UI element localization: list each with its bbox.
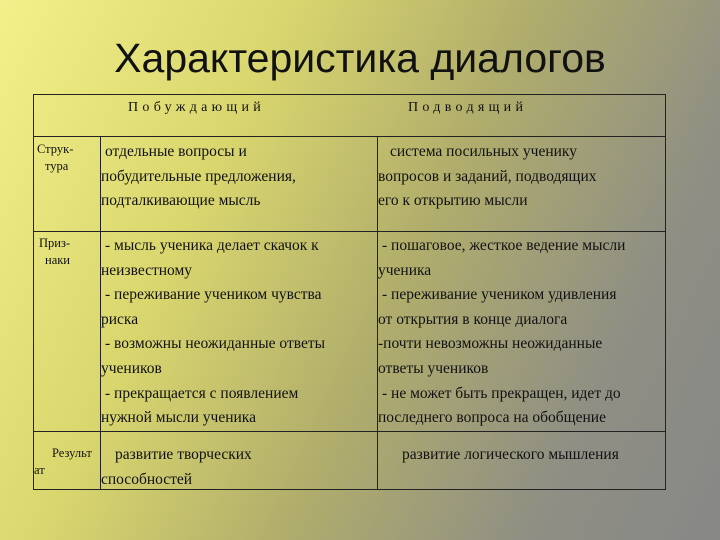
dialog-comparison-table: [33, 94, 666, 490]
signs-leading-list: - пошаговое, жесткое ведение мысли ученика - переживание учеником удивления от открытия в конце диалога -почти невозможны неожиданные ответы учеников - не может быть прекращен, идет до последнего вопроса на обобщение: [378, 237, 626, 427]
signs-prompting-list: - мысль ученика делает скачок к неизвестному - переживание учеником чувства риска - возможны неожиданные ответы учеников - прекращается с появлением нужной мысли ученика: [101, 237, 326, 427]
result-leading-text: развитие логического мышления: [402, 446, 619, 463]
row-label-result: Результ ат: [34, 446, 92, 477]
slide-title: Характеристика диалогов: [114, 35, 606, 81]
signs-row-divider: [34, 431, 665, 432]
structure-prompting-text: отдельные вопросы и побудительные предложения, подталкивающие мысль: [101, 143, 296, 210]
structure-leading-text: система посильных ученику вопросов и заданий, подводящих его к открытию мысли: [378, 143, 597, 210]
header-row-divider: [34, 136, 665, 137]
structure-row-divider: [34, 231, 665, 232]
row-label-signs: Приз- наки: [39, 236, 71, 267]
row-label-structure: Струк- тура: [37, 142, 74, 173]
header-leading: Подводящий: [408, 100, 528, 115]
header-prompting: Побуждающий: [128, 100, 266, 115]
result-prompting-text: развитие творческих способностей: [101, 446, 252, 488]
